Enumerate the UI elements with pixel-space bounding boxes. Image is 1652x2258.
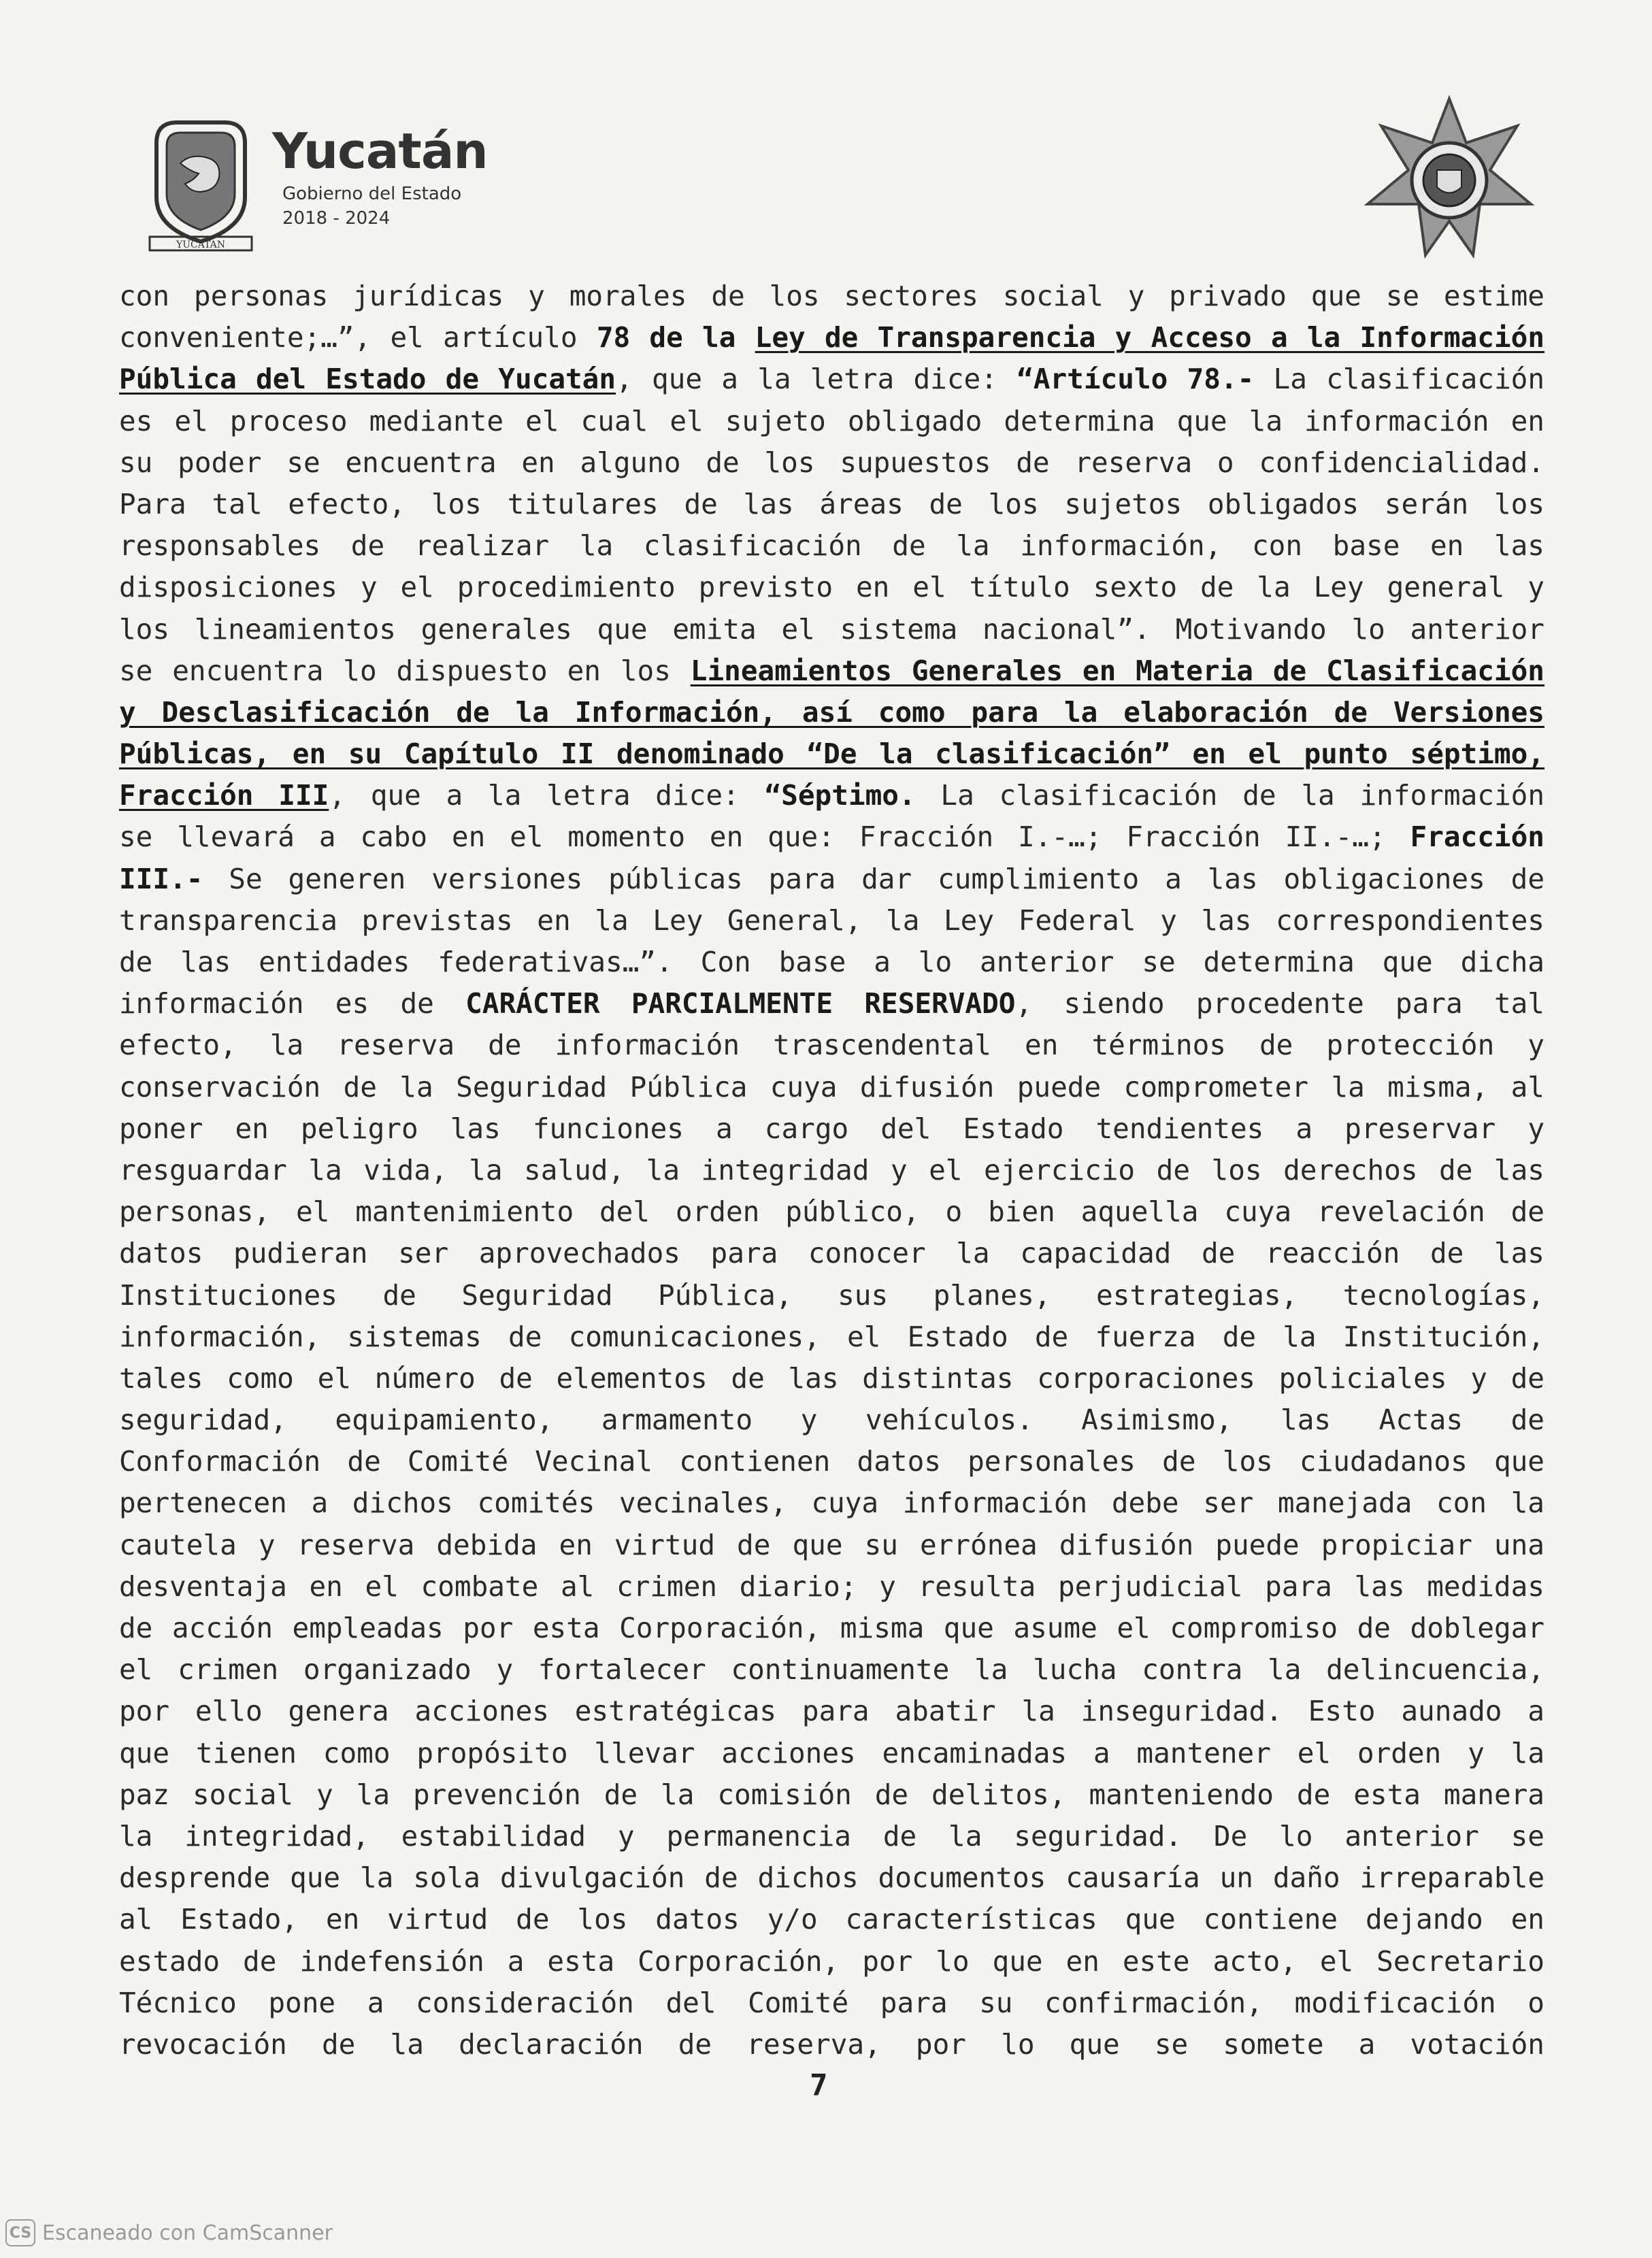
text-line	[119, 1608, 1544, 1649]
text-line	[119, 276, 1544, 317]
text-segment: al Estado, en virtud de los datos y/o características que contiene dejando en	[119, 1903, 1544, 1936]
underlined-text: Ley de Transparencia y Acceso a la Información	[755, 321, 1545, 354]
underlined-bold-text	[119, 779, 329, 812]
text-line	[119, 1025, 1544, 1066]
text-line	[119, 1857, 1544, 1899]
state-name: Yucatán	[272, 122, 488, 180]
government-label: Gobierno del Estado	[282, 184, 462, 204]
text-segment: estado de indefensión a esta Corporación, por lo que en este acto, el Secretario	[119, 1944, 1544, 1978]
text-segment: Fracción	[1410, 820, 1544, 854]
text-segment: por ello genera acciones estratégicas para abatir la inseguridad. Esto aunado a	[119, 1695, 1544, 1728]
text-segment: es el proceso mediante el cual el sujeto obligado determina que la información en	[119, 404, 1544, 437]
text-segment: conservación de la Seguridad Pública cuya difusión puede comprometer la misma, al	[119, 1070, 1544, 1103]
text-segment: Conformación de Comité Vecinal contienen datos personales de los ciudadanos que	[119, 1445, 1544, 1478]
underlined-text: Lineamientos Generales en Materia de Clasificación	[690, 654, 1544, 687]
text-segment: Instituciones de Seguridad Pública, sus planes, estrategias, tecnologías,	[119, 1278, 1544, 1312]
text-segment: pertenecen a dichos comités vecinales, cuya información debe ser manejada con la	[119, 1487, 1544, 1520]
underlined-text: Pública del Estado de Yucatán	[119, 363, 616, 396]
text-line	[119, 609, 1544, 650]
text-segment: efecto, la reserva de información trascendental en términos de protección y	[119, 1029, 1544, 1062]
text-line	[119, 775, 1544, 816]
text-line	[119, 1566, 1544, 1608]
text-segment: de acción empleadas por esta Corporación, misma que asume el compromiso de doblegar	[119, 1612, 1544, 1644]
text-line	[119, 1067, 1544, 1108]
text-segment: conveniente;…”, el artículo	[119, 321, 597, 354]
text-line	[119, 650, 1544, 692]
text-segment: información es de	[119, 987, 466, 1020]
text-segment: responsables de realizar la clasificación de la información, con base en las	[119, 529, 1544, 563]
text-line	[119, 1733, 1544, 1774]
text-line	[119, 816, 1544, 858]
text-line	[119, 1191, 1544, 1233]
text-segment: Se generen versiones públicas para dar cumplimiento a las obligaciones de	[203, 862, 1544, 895]
text-line	[119, 317, 1544, 359]
text-segment: los lineamientos generales que emita el sistema nacional”. Motivando lo anterior	[119, 612, 1544, 646]
text-segment: disposiciones y el procedimiento previsto en el título sexto de la Ley general y	[119, 571, 1544, 604]
underlined-bold-text	[119, 737, 1544, 770]
seal-label: YUCATAN	[176, 239, 226, 250]
text-line	[119, 442, 1544, 484]
text-line	[119, 567, 1544, 608]
text-segment: poner en peligro las funciones a cargo del Estado tendientes a preservar y	[119, 1112, 1544, 1145]
text-line	[119, 859, 1544, 900]
text-line	[119, 692, 1544, 733]
underlined-text: Públicas, en su Capítulo II denominado “De la clasificación” en el punto séptimo,	[119, 737, 1544, 771]
text-segment: desprende que la sola divulgación de dichos documentos causaría un daño irreparable	[119, 1861, 1544, 1895]
text-line	[119, 1441, 1544, 1482]
text-segment: datos pudieran ser aprovechados para conocer la capacidad de reacción de las	[119, 1237, 1544, 1270]
text-segment: La clasificación	[1254, 363, 1545, 396]
text-line	[119, 1774, 1544, 1816]
text-line	[119, 1150, 1544, 1191]
text-line	[119, 733, 1544, 775]
text-segment: de las entidades federativas…”. Con base a lo anterior se determina que dicha	[119, 946, 1544, 978]
text-segment: “Artículo 78.-	[1017, 363, 1255, 396]
text-line	[119, 1482, 1544, 1524]
text-line	[119, 2024, 1544, 2065]
text-line	[119, 1691, 1544, 1732]
text-segment: , que a la letra dice:	[329, 779, 765, 812]
yucatan-government-logo	[143, 109, 497, 259]
text-line	[119, 1316, 1544, 1358]
camscanner-logo-icon: CS	[5, 2219, 35, 2246]
text-segment: CARÁCTER PARCIALMENTE RESERVADO	[465, 987, 1016, 1020]
text-line	[119, 1108, 1544, 1150]
text-segment: cautela y reserva debida en virtud de que su errónea difusión puede propiciar una	[119, 1528, 1544, 1561]
text-segment: su poder se encuentra en alguno de los supuestos de reserva o confidencialidad.	[119, 446, 1544, 479]
text-line	[119, 1233, 1544, 1274]
underlined-text: Fracción III	[119, 779, 329, 812]
text-line	[119, 1816, 1544, 1857]
text-segment: se encuentra lo dispuesto en los	[119, 654, 691, 687]
underlined-bold-text	[119, 363, 616, 395]
text-line	[119, 484, 1544, 525]
text-line	[119, 1941, 1544, 1982]
text-segment: III.-	[119, 862, 203, 895]
text-segment: Para tal efecto, los titulares de las áreas de los sujetos obligados serán los	[119, 487, 1544, 520]
camscanner-text: Escaneado con CamScanner	[42, 2221, 333, 2245]
text-segment: revocación de la declaración de reserva, por lo que se somete a votación	[119, 2027, 1544, 2061]
text-line	[119, 1275, 1544, 1316]
underlined-bold-text	[691, 654, 1544, 687]
text-segment: información, sistemas de comunicaciones, el Estado de fuerza de la Institución,	[119, 1320, 1544, 1353]
text-segment: , que a la letra dice:	[616, 363, 1017, 396]
text-segment: La clasificación de la información	[915, 779, 1544, 812]
text-segment: seguridad, equipamiento, armamento y vehículos. Asimismo, las Actas de	[119, 1404, 1544, 1437]
text-segment: que tienen como propósito llevar acciones encaminadas a mantener el orden y la	[119, 1736, 1544, 1770]
underlined-bold-text	[119, 696, 1544, 729]
text-segment: el crimen organizado y fortalecer continuamente la lucha contra la delincuencia,	[119, 1653, 1544, 1687]
text-segment: , siendo procedente para tal	[1015, 987, 1544, 1020]
text-segment: 78 de la	[596, 321, 755, 354]
text-line	[119, 1399, 1544, 1441]
text-line	[119, 900, 1544, 942]
text-line	[119, 1525, 1544, 1566]
text-line	[119, 983, 1544, 1025]
text-segment: paz social y la prevención de la comisión de delitos, manteniendo de esta manera	[119, 1778, 1544, 1811]
text-segment: personas, el mantenimiento del orden público, o bien aquella cuya revelación de	[119, 1195, 1544, 1229]
text-line	[119, 1358, 1544, 1399]
text-segment: se llevará a cabo en el momento en que: Fracción I.-…; Fracción II.-…;	[119, 820, 1410, 854]
text-line	[119, 1899, 1544, 1940]
yucatan-seal-icon	[143, 116, 259, 252]
text-segment: resguardar la vida, la salud, la integridad y el ejercicio de los derechos de las	[119, 1153, 1544, 1186]
text-segment: la integridad, estabilidad y permanencia de la seguridad. De lo anterior se	[119, 1819, 1544, 1853]
camscanner-watermark	[5, 2219, 333, 2246]
text-segment: “Séptimo.	[764, 779, 916, 812]
text-segment: con personas jurídicas y morales de los sectores social y privado que se estime	[119, 280, 1544, 312]
text-segment: tales como el número de elementos de las distintas corporaciones policiales y de	[119, 1361, 1544, 1395]
underlined-bold-text	[755, 321, 1544, 354]
text-line	[119, 942, 1544, 983]
text-line	[119, 401, 1544, 442]
text-segment: Técnico pone a consideración del Comité para su confirmación, modificación o	[119, 1986, 1544, 2019]
text-line	[119, 1649, 1544, 1691]
text-segment: desventaja en el combate al crimen diario; y resulta perjudicial para las medidas	[119, 1570, 1544, 1603]
text-line	[119, 359, 1544, 400]
underlined-text: y Desclasificación de la Información, así como para la elaboración de Versiones	[119, 695, 1544, 729]
text-line	[119, 525, 1544, 567]
text-line	[119, 1982, 1544, 2024]
text-segment: transparencia previstas en la Ley General, la Ley Federal y las correspondientes	[119, 903, 1544, 937]
police-star-badge-icon	[1361, 95, 1538, 259]
body-text	[119, 276, 1544, 2065]
government-period: 2018 - 2024	[282, 208, 391, 229]
page-number: 7	[810, 2068, 828, 2103]
